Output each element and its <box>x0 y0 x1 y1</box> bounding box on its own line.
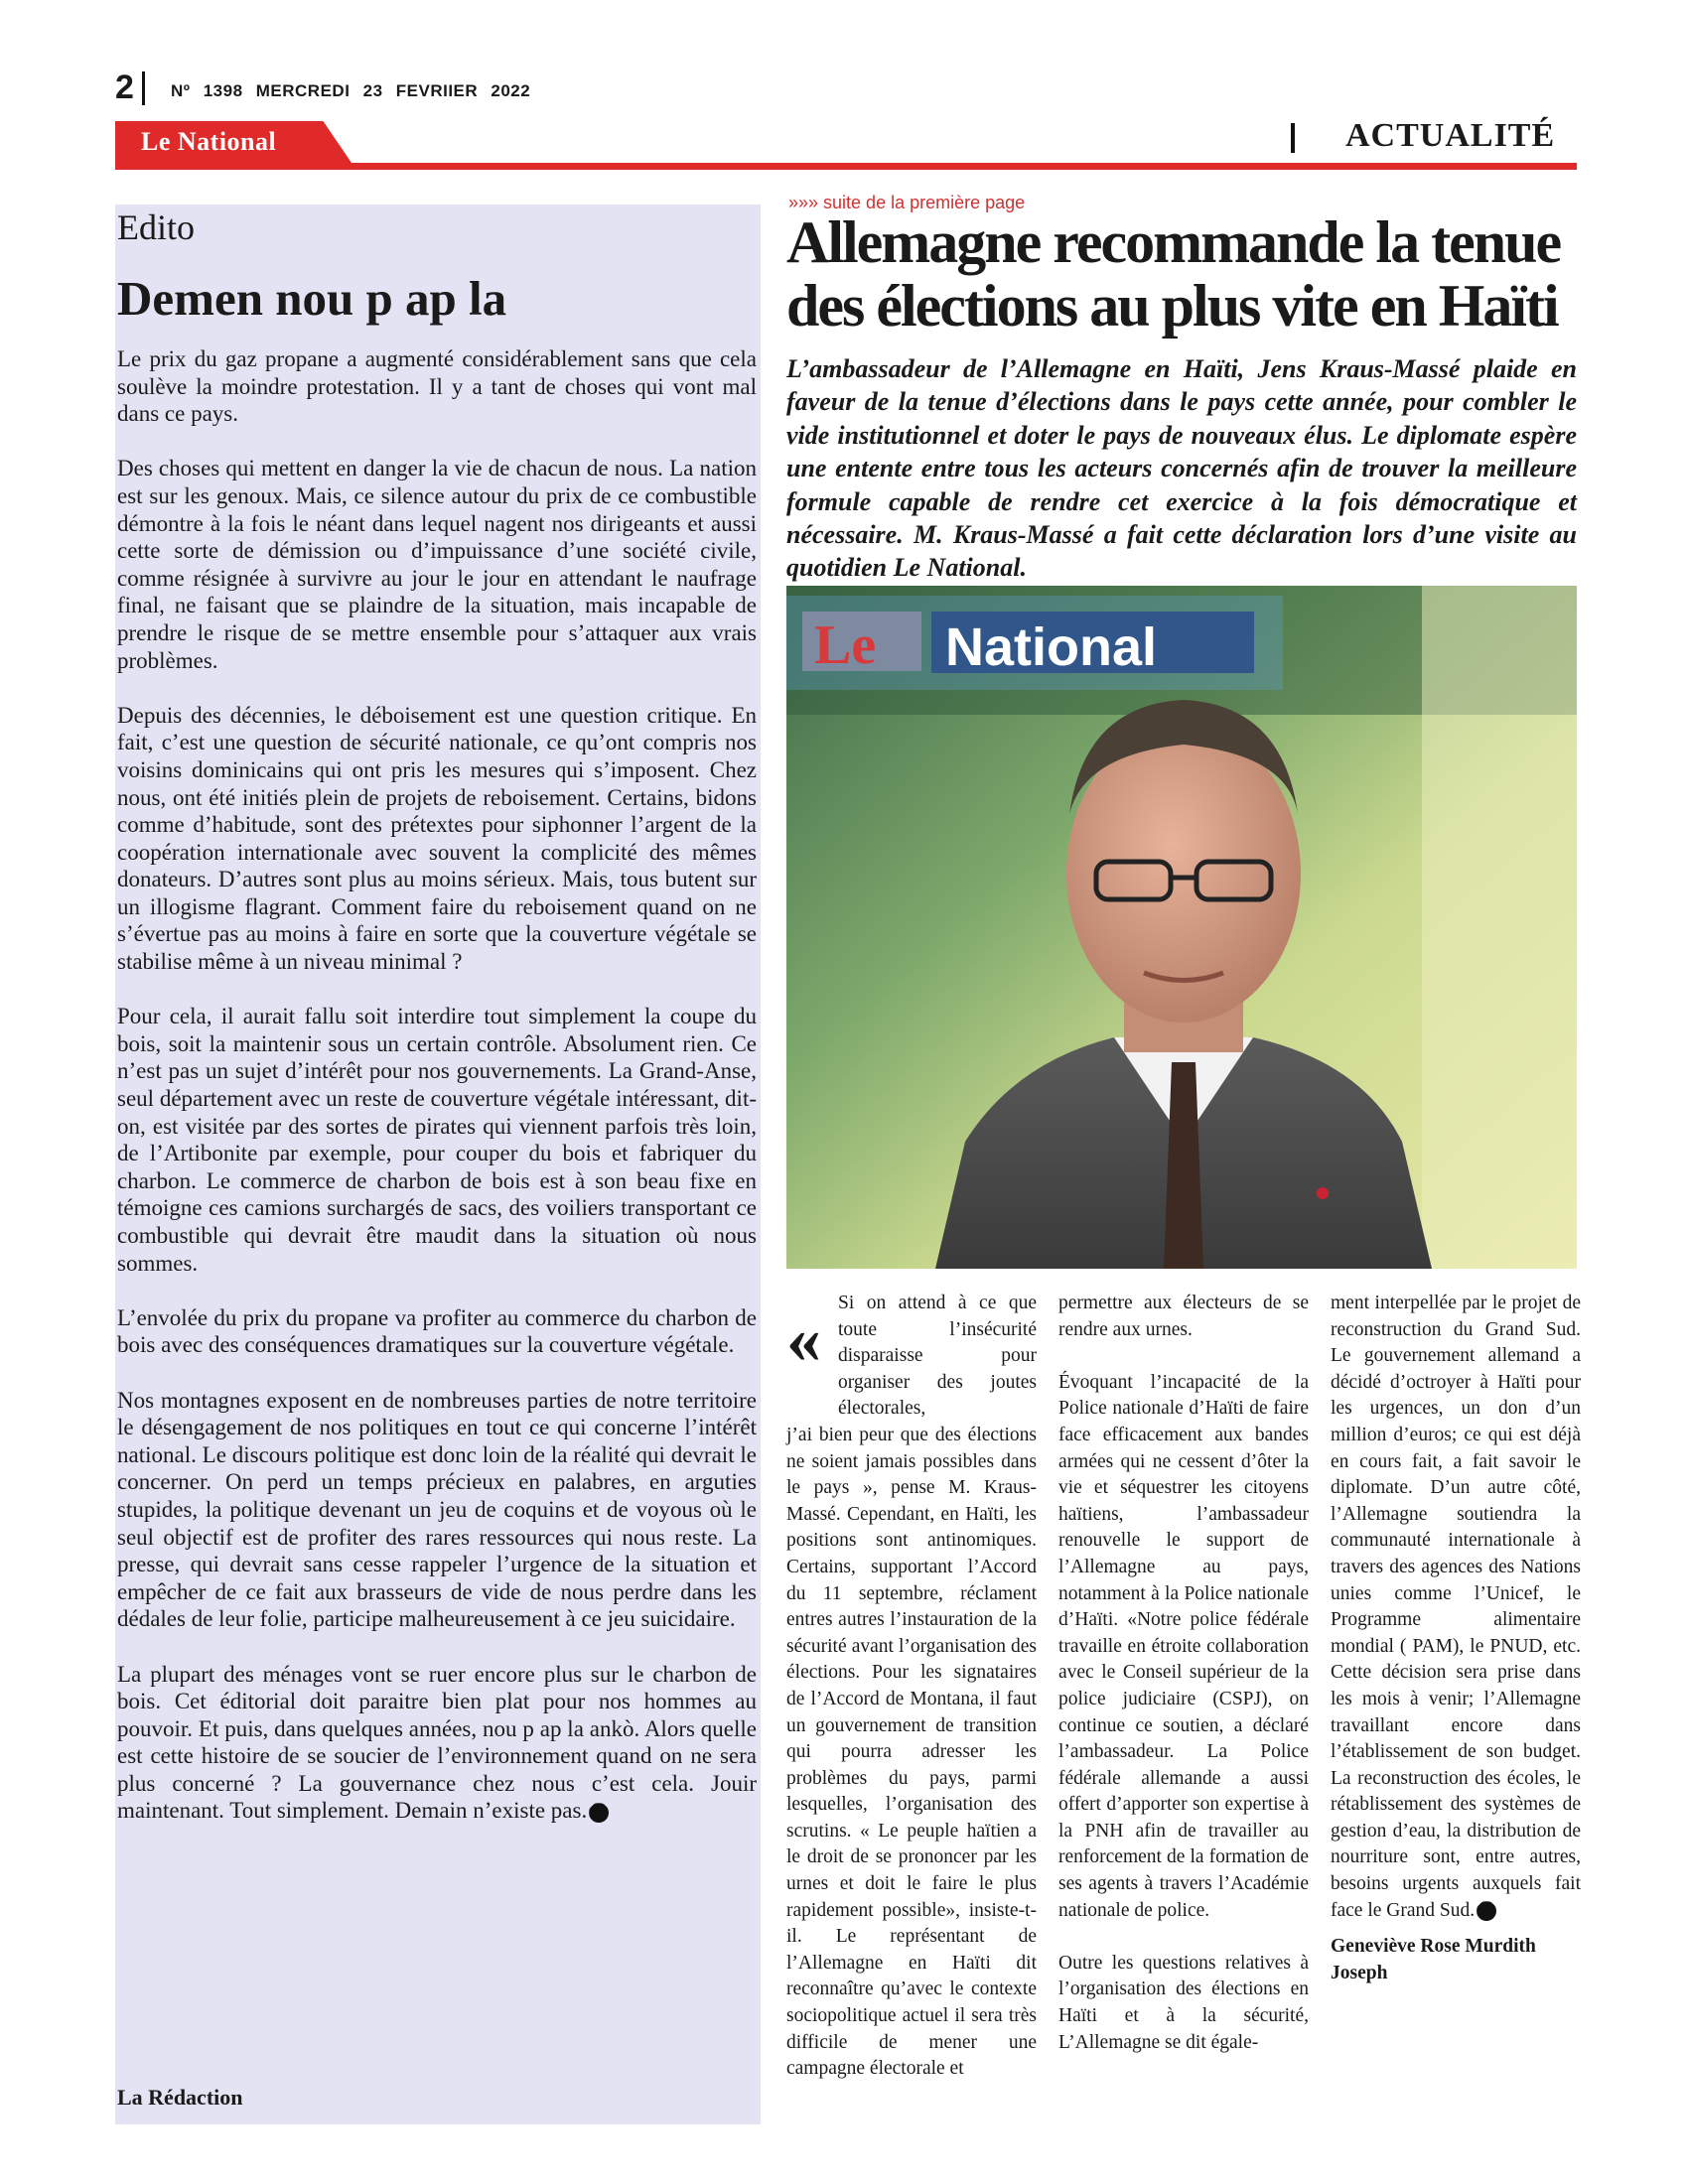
photo-sign-text: National <box>945 617 1158 677</box>
column-1-text: j’ai bien peur que des élections ne soient jamais possibles dans le pays », pense M. Kraus-Massé. Cependant, en Haïti, les positions sont antinomiques. Certains, supportant l’Accord du 11 septembre, réclament entres autres l’instauration de la sécurité avant l’organisation des élections. Pour les signataires de l’Accord de Montana, il faut un gouvernement de transition qui pourra adresser les problèmes du pays, parmi lesquelles, l’organisation des scrutins. « Le peuple haïtien a le droit de se prononcer par les urnes et doit le faire le plus rapidement possible», insiste-t-il. Le représentant de l’Allemagne en Haïti dit reconnaître qu’avec le contexte sociopolitique actuel il sera très difficile de mener une campagne électorale et <box>786 1424 1037 2080</box>
edito-paragraph: Des choses qui mettent en danger la vie de chacun de nous. La nation est sur les genoux. Mais, ce silence autour du prix de ce combustible démontre à la fois le néant dans lequel nagent nos dirigeants et aussi cette sorte de démission ou d’impuissance d’une société civile, comme résignée à survivre au jour le jour en attendant le naufrage final, ne faisant que se plaindre de la situation, mais incapable de prendre le risque de se mettre ensemble pour s’attaquer aux vrais problèmes. <box>117 456 757 673</box>
header-divider <box>142 71 145 105</box>
section-label: ACTUALITÉ <box>1345 117 1556 154</box>
opening-quote-mark: « <box>786 1301 821 1378</box>
edito-paragraph-text: La plupart des ménages vont se ruer encore plus sur le charbon de bois. Cet éditorial doit paraitre bien plat pour nos hommes au pouvoir. Et puis, dans quelques années, nou p ap la ankò. Alors quelle est cette histoire de se soucier de l’environnement quand on ne sera plus concerné ? La gouvernance chez nous c’est cela. Jouir maintenant. Tout simplement. Demain n’existe pas. <box>117 1661 757 1824</box>
ambassador-photo <box>786 586 1577 1269</box>
article-headline <box>786 210 1581 338</box>
article-column-3 <box>1331 1291 1581 1986</box>
edito-paragraph: Nos montagnes exposent en de nombreuses parties de notre territoire le désengagement de nos politiques en tout ce qui concerne l’intérêt national. Le discours politique est donc loin de la réalité qui devrait le concerner. On perd un temps précieux en palabres, en arguties stupides, la politique devenant un jeu de coquins et de voyous où le seul objectif est de profiter des rares ressources qui nous reste. La presse, qui devrait sans cesse rappeler l’urgence de la situation et empêcher de ce fait aux brasseurs de vide de nous perdre dans les dédales de leur folie, participe malheureusement à ce jeu suicidaire. <box>117 1387 757 1632</box>
column-2-paragraph: Outre les questions relatives à l’organisation des élections en Haïti et à la sécurité, L’Allemagne se dit égale- <box>1058 1952 1309 2053</box>
page-number: 2 <box>115 68 134 106</box>
edito-signature: La Rédaction <box>117 2085 243 2110</box>
section-divider <box>1291 123 1295 153</box>
column-1-lead: Si on attend à ce que toute l’insécurité disparaisse pour organiser des joutes électorales, <box>838 1293 1037 1420</box>
issue-info: Nº 1398 MERCREDI 23 FEVRIIER 2022 <box>171 81 531 100</box>
edito-paragraph: Pour cela, il aurait fallu soit interdire tout simplement la coupe du bois, soit la maintenir sous un certain contrôle. Absolument rien. Ce n’est pas un sujet d’intérêt pour nos gouvernements. La Grand-Anse, seul département avec un reste de couverture végétale intéressant, dit-on, est visitée par des sortes de pirates qui viennent parfois très loin, de l’Artibonite par exemple, pour couper du bois et fabriquer du charbon. Le commerce de charbon de bois est à son beau fixe en témoigne ces camions surchargés de sacs, des voiliers transportant ce combustible qui devrait être maudit dans la situation où nous sommes. <box>117 1004 757 1276</box>
headline-line: des élections au plus vite en Haïti <box>786 273 1558 339</box>
header-rule <box>115 163 1577 170</box>
headline-line: Allemagne recommande la tenue <box>786 209 1561 275</box>
photo-illustration <box>786 586 1577 1269</box>
column-3-paragraph <box>1331 1291 1581 1924</box>
edito-paragraph: L’envolée du prix du propane va profiter au commerce du charbon de bois avec des conséquences dramatiques sur la couverture végétale. <box>117 1304 757 1358</box>
column-2-paragraph: permettre aux électeurs de se rendre aux urnes. <box>1058 1293 1309 1340</box>
article-column-1 <box>786 1291 1037 2109</box>
article-kicker: »»» suite de la première page <box>788 193 1026 212</box>
article-lede: L’ambassadeur de l’Allemagne en Haïti, Jens Kraus-Massé plaide en faveur de la tenue d’élections dans le pays cette année, pour combler le vide institutionnel et doter le pays de nouveaux élus. Le diplomate espère une entente entre tous les acteurs concernés afin de trouver la meilleure formule capable de rendre cet exercice à la fois démocratique et nécessaire. M. Kraus-Massé a fait cette déclaration lors d’une visite au quotidien Le National. <box>786 354 1577 583</box>
column-3-text: ment interpellée par le projet de reconstruction du Grand Sud. Le gouvernement allemand a décidé d’octroyer à Haïti pour les urgences, un don d’un million d’euros; ce qui est déjà en cours fait, a fait savoir le diplomate. D’un autre côté, l’Allemagne soutiendra la communauté internationale à travers des agences des Nations unies comme l’Unicef, le Programme alimentaire mondial ( PAM), le PNUD, etc. Cette décision sera prise dans les mois à venir; l’Allemagne travaillant encore dans l’établissement de son budget. La reconstruction des écoles, le rétablissement des systèmes de gestion d’eau, la distribution de nourriture sont, entre autres, besoins urgents auxquels fait face le Grand Sud. <box>1331 1293 1581 1921</box>
article-column-2 <box>1058 1291 1309 2083</box>
end-mark-icon <box>1477 1901 1496 1921</box>
edito-paragraph-last <box>117 1661 757 1826</box>
column-2-paragraph: Évoquant l’incapacité de la Police nationale d’Haïti de faire face efficacement aux bandes armées qui ne cessent d’ôter la vie et séquestrer les citoyens haïtiens, l’ambassadeur renouvelle le support de l’Allemagne au pays, notamment à la Police nationale d’Haïti. «Notre police fédérale travaille en étroite collaboration avec le Conseil supérieur de la police judiciaire (CSPJ), on continue ce soutien, a déclaré l’ambassadeur. La Police fédérale allemande a aussi offert d’apporter son expertise à la PNH afin de travailler au renforcement de la formation de ses agents à travers l’Académie nationale de police. <box>1058 1371 1309 1921</box>
edito-paragraph: Le prix du gaz propane a augmenté considérablement sans que cela soulève la moindre protestation. Il y a tant de choses qui vont mal dans ce pays. <box>117 346 757 427</box>
article-byline: Geneviève Rose Murdith Joseph <box>1331 1936 1536 1983</box>
brand-name: Le National <box>141 127 277 156</box>
edito-label: Edito <box>117 207 195 247</box>
svg-text:Le: Le <box>814 614 877 676</box>
end-mark-icon <box>589 1803 609 1823</box>
edito-paragraph: Depuis des décennies, le déboisement est une question critique. En fait, c’est une question de sécurité nationale, ce qu’ont compris nos voisins dominicains qui ont pris les mesures qui s’imposent. Chez nous, ont été initiés plein de projets de reboisement. Certains, bidons comme d’habitude, sont des prétextes pour siphonner l’argent de la coopération internationale avec souvent la complicité des mêmes donateurs. D’autres sont plus au moins sérieux. Mais, tous butent sur un illogisme flagrant. Comment faire du reboisement quand on ne s’évertue pas au moins à faire en sorte que la couverture végétale se stabilise même à un niveau minimal ? <box>117 702 757 975</box>
edito-title: Demen nou p ap la <box>117 271 507 326</box>
edito-body <box>117 345 757 1852</box>
